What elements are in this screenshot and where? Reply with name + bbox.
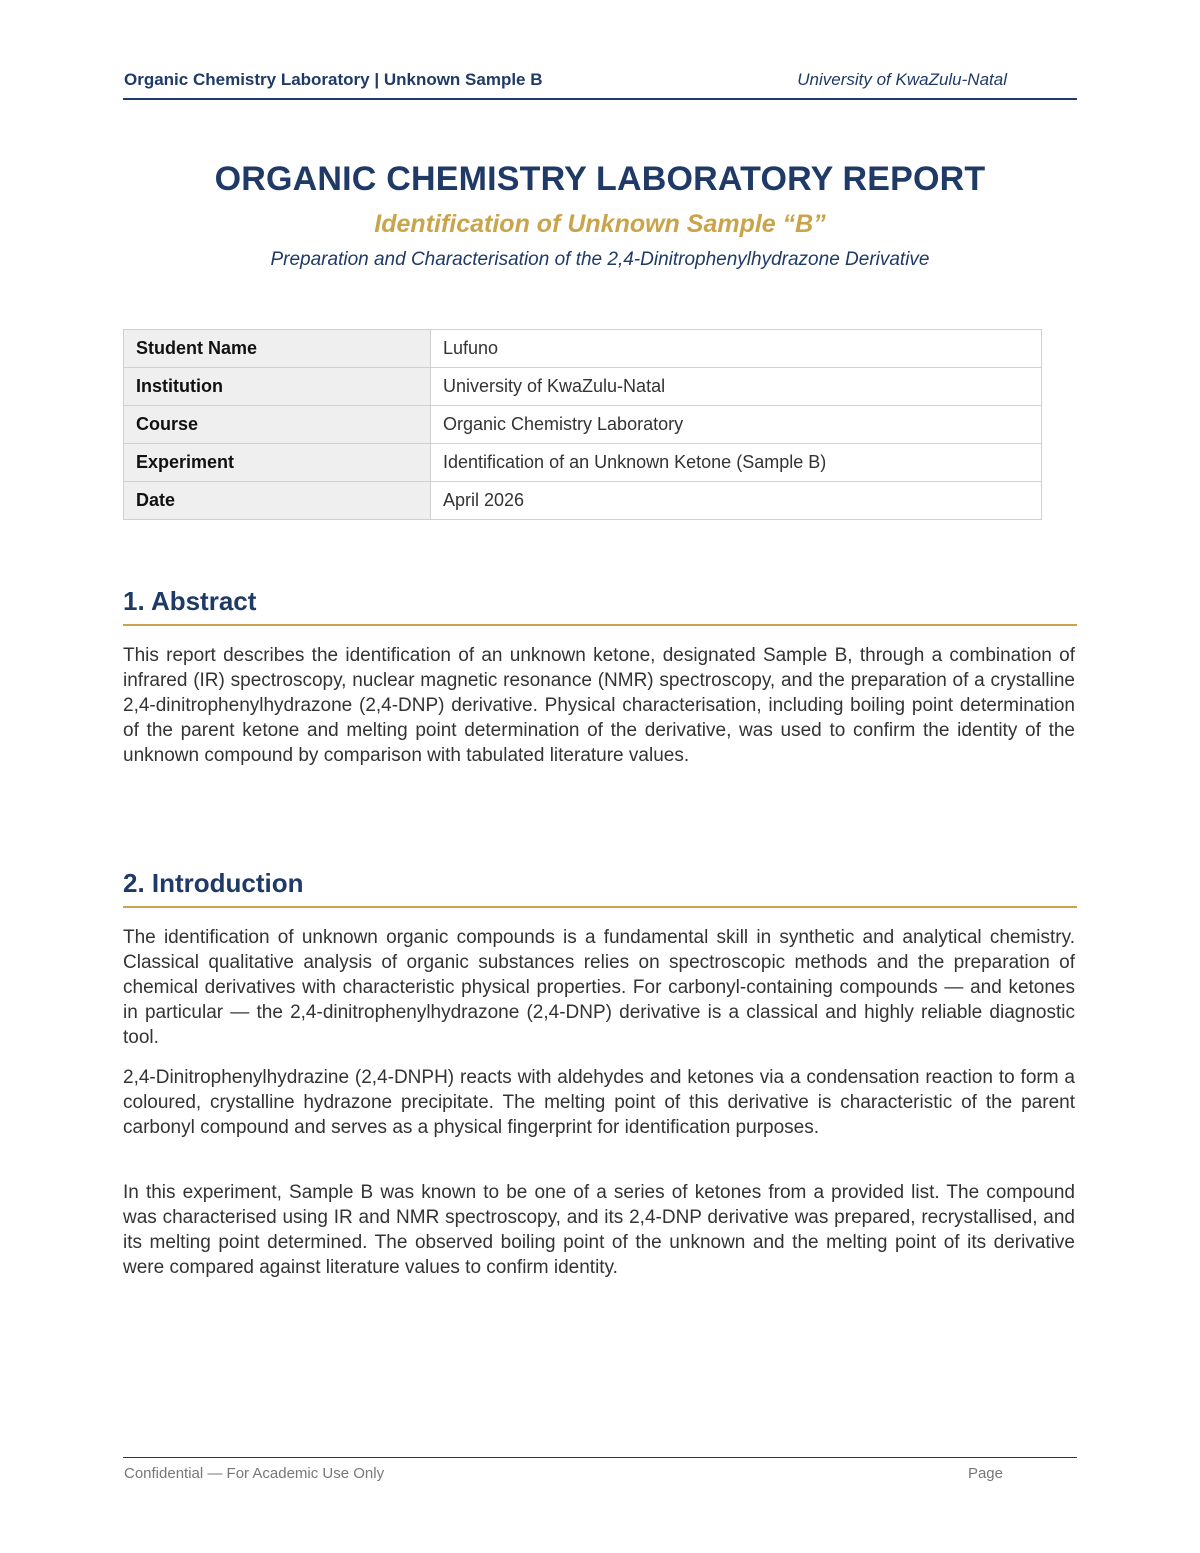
- introduction-paragraph-3: In this experiment, Sample B was known to be one of a series of ketones from a provided list. The compound was characterised using IR and NMR spectroscopy, and its 2,4-DNP derivative was prepared, recrystallised, and its melting point determined. The observed boiling point of the unknown and the melting point of its derivative were compared against literature values to confirm identity.: [123, 1182, 1075, 1278]
- row-value-experiment: Identification of an Unknown Ketone (Sample B): [431, 444, 1042, 482]
- row-value-course: Organic Chemistry Laboratory: [431, 406, 1042, 444]
- row-label-date: Date: [124, 482, 431, 520]
- header-institution: University of KwaZulu-Natal: [797, 70, 1007, 89]
- student-info-table: [123, 329, 1042, 520]
- introduction-paragraph-2: 2,4-Dinitrophenylhydrazine (2,4-DNPH) reacts with aldehydes and ketones via a condensation reaction to form a coloured, crystalline hydrazone precipitate. The melting point of this derivative is characteristic of the parent carbonyl compound and serves as a physical fingerprint for identification purposes.: [123, 1067, 1075, 1138]
- footer-confidential-note: Confidential — For Academic Use Only: [124, 1465, 385, 1482]
- table-row: [124, 368, 1042, 406]
- footer-page-label: Page: [967, 1465, 1003, 1482]
- row-value-date: April 2026: [431, 482, 1042, 520]
- section-heading-abstract: 1. Abstract: [123, 586, 1077, 626]
- page-footer: [123, 1457, 1077, 1482]
- abstract-paragraph: This report describes the identification of an unknown ketone, designated Sample B, through a combination of infrared (IR) spectroscopy, nuclear magnetic resonance (NMR) spectroscopy, and the preparation of a crystalline 2,4-dinitrophenylhydrazone (2,4-DNP) derivative. Physical characterisation, including boiling point determination of the parent ketone and melting point determination of the derivative, was used to confirm the identity of the unknown compound by comparison with tabulated literature values.: [123, 645, 1075, 766]
- header-course-title: Organic Chemistry Laboratory | Unknown Sample B: [124, 70, 543, 89]
- row-label-course: Course: [124, 406, 431, 444]
- row-value-student-name: Lufuno: [431, 330, 1042, 368]
- page-header: [123, 68, 1077, 100]
- table-row: [124, 482, 1042, 520]
- table-row: [124, 444, 1042, 482]
- report-description: Preparation and Characterisation of the 2,4-Dinitrophenylhydrazone Derivative: [270, 249, 930, 270]
- introduction-paragraph-1: The identification of unknown organic compounds is a fundamental skill in synthetic and analytical chemistry. Classical qualitative analysis of organic substances relies on spectroscopic methods and the preparation of chemical derivatives with characteristic physical properties. For carbonyl-containing compounds — and ketones in particular — the 2,4-dinitrophenylhydrazone (2,4-DNP) derivative is a classical and highly reliable diagnostic tool.: [123, 927, 1075, 1048]
- row-label-institution: Institution: [124, 368, 431, 406]
- table-row: [124, 406, 1042, 444]
- report-subtitle: Identification of Unknown Sample “B”: [374, 210, 826, 238]
- report-title: ORGANIC CHEMISTRY LABORATORY REPORT: [214, 160, 986, 198]
- row-label-student-name: Student Name: [124, 330, 431, 368]
- row-value-institution: University of KwaZulu-Natal: [431, 368, 1042, 406]
- table-row: [124, 330, 1042, 368]
- section-heading-introduction: 2. Introduction: [123, 868, 1077, 908]
- row-label-experiment: Experiment: [124, 444, 431, 482]
